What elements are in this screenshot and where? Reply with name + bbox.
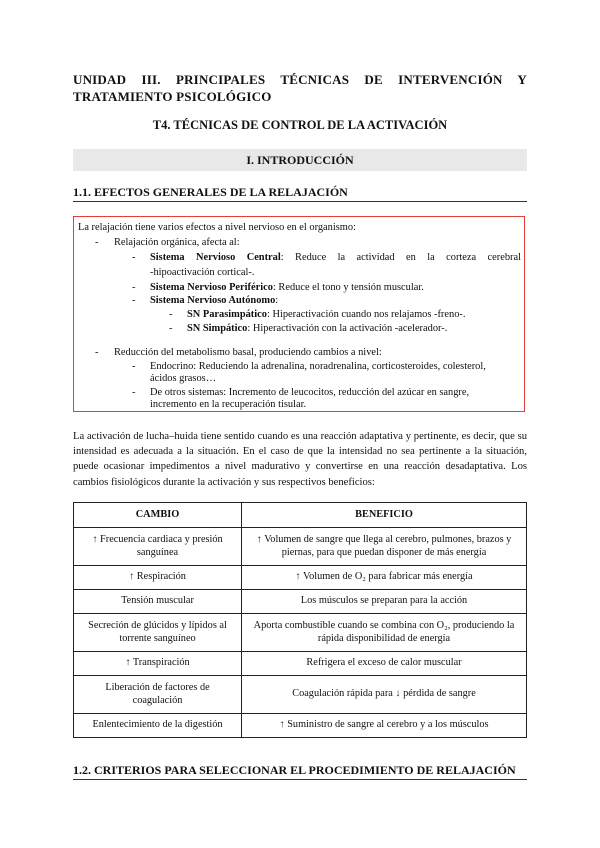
box-endocrino-cont: ácidos grasos… [150,373,217,384]
bullet-dash: - [132,252,136,263]
snc-text-cont: -hipoactivación cortical-. [150,267,255,278]
table-cell-cambio: Liberación de factores de coagulación [74,676,242,714]
table-cell-cambio: Enlentecimiento de la digestión [74,714,242,738]
box-parasimpatico [187,309,465,322]
box-simpatico [187,323,447,336]
box-item-metabolism: Reducción del metabolismo basal, produciendo cambios a nivel: [114,347,382,358]
table-cell-cambio: Secreción de glúcidos y lípidos al torrente sanguíneo [74,614,242,652]
sna-text: : [275,295,279,306]
box-intro: La relajación tiene varios efectos a nivel nervioso en el organismo: [78,222,356,233]
unit-title: UNIDAD III. PRINCIPALES TÉCNICAS DE INTERVENCIÓN Y TRATAMIENTO PSICOLÓGICO [73,72,527,104]
box-snc [150,252,521,265]
simp-text: : Hiperactivación con la activación -acelerador-. [247,323,448,334]
table-cell-beneficio: Coagulación rápida para ↓ pérdida de sangre [242,676,527,714]
table-cell-beneficio: ↑ Suministro de sangre al cerebro y a los músculos [242,714,527,738]
box-endocrino: Endocrino: Reduciendo la adrenalina, noradrenalina, corticosteroides, colesterol, [150,361,486,372]
table-cell-beneficio: Aporta combustible cuando se combina con O₂, produciendo la rápida disponibilidad de energía [242,614,527,652]
para-text: : Hiperactivación cuando nos relajamos -freno-. [266,309,466,320]
bullet-dash: - [95,237,99,248]
table-row [74,614,527,652]
table-cell-cambio: Tensión muscular [74,590,242,614]
bullet-dash: - [169,309,173,320]
table-row [74,652,527,676]
table-cell-cambio: ↑ Frecuencia cardiaca y presión sanguínea [74,528,242,566]
table-header-beneficio: BENEFICIO [242,503,527,528]
table-cell-beneficio: ↑ Volumen de sangre que llega al cerebro, pulmones, brazos y piernas, para que puedan disponer de más energía [242,528,527,566]
box-otros-cont: incremento en la recuperación tisular. [150,399,307,410]
subsection-2-title: 1.2. CRITERIOS PARA SELECCIONAR EL PROCEDIMIENTO DE RELAJACIÓN [73,763,527,780]
box-item-organic: Relajación orgánica, afecta al: [114,237,240,248]
bullet-dash: - [169,323,173,334]
section-title: I. INTRODUCCIÓN [73,149,527,171]
changes-benefits-table [73,502,527,738]
table-row [74,714,527,738]
bullet-dash: - [132,361,136,372]
table-cell-beneficio: Refrigera el exceso de calor muscular [242,652,527,676]
snc-text: : Reduce la actividad en la corteza cerebral [280,252,521,263]
snp-text: : Reduce el tono y tensión muscular. [272,282,424,293]
sna-label: Sistema Nervioso Autónomo [150,295,276,306]
table-cell-cambio: ↑ Transpiración [74,652,242,676]
table-header-cambio: CAMBIO [74,503,242,528]
bullet-dash: - [132,282,136,293]
relaxation-effects-box [73,216,525,412]
para-label: SN Parasimpático [187,309,267,320]
table-row [74,566,527,590]
bullet-dash: - [132,387,136,398]
table-cell-cambio: ↑ Respiración [74,566,242,590]
snc-label: Sistema Nervioso Central [150,252,281,263]
bullet-dash: - [132,295,136,306]
table-cell-beneficio: Los músculos se preparan para la acción [242,590,527,614]
snp-label: Sistema Nervioso Periférico [150,282,273,293]
table-row [74,590,527,614]
simp-label: SN Simpático [187,323,248,334]
box-snp [150,282,424,295]
box-sna [150,295,278,308]
body-paragraph: La activación de lucha–huida tiene sentido cuando es una reacción adaptativa y pertinente, es decir, que su intensidad es adecuada a la situación. En el caso de que la intensidad no sea pertinente a la situación, puede ocasionar impedimentos a nivel madurativo y convertirse en una reacción desadaptativa. Los cambios fisiológicos durante la activación y sus respectivos beneficios: [73,431,527,488]
table-header-row [74,503,527,528]
table-row [74,528,527,566]
box-otros: De otros sistemas: Incremento de leucocitos, reducción del azúcar en sangre, [150,387,470,398]
topic-title: T4. TÉCNICAS DE CONTROL DE LA ACTIVACIÓN [152,118,448,132]
table-cell-beneficio: ↑ Volumen de O₂ para fabricar más energía [242,566,527,590]
table-row [74,676,527,714]
subsection-1-title: 1.1. EFECTOS GENERALES DE LA RELAJACIÓN [73,185,527,202]
bullet-dash: - [95,347,99,358]
